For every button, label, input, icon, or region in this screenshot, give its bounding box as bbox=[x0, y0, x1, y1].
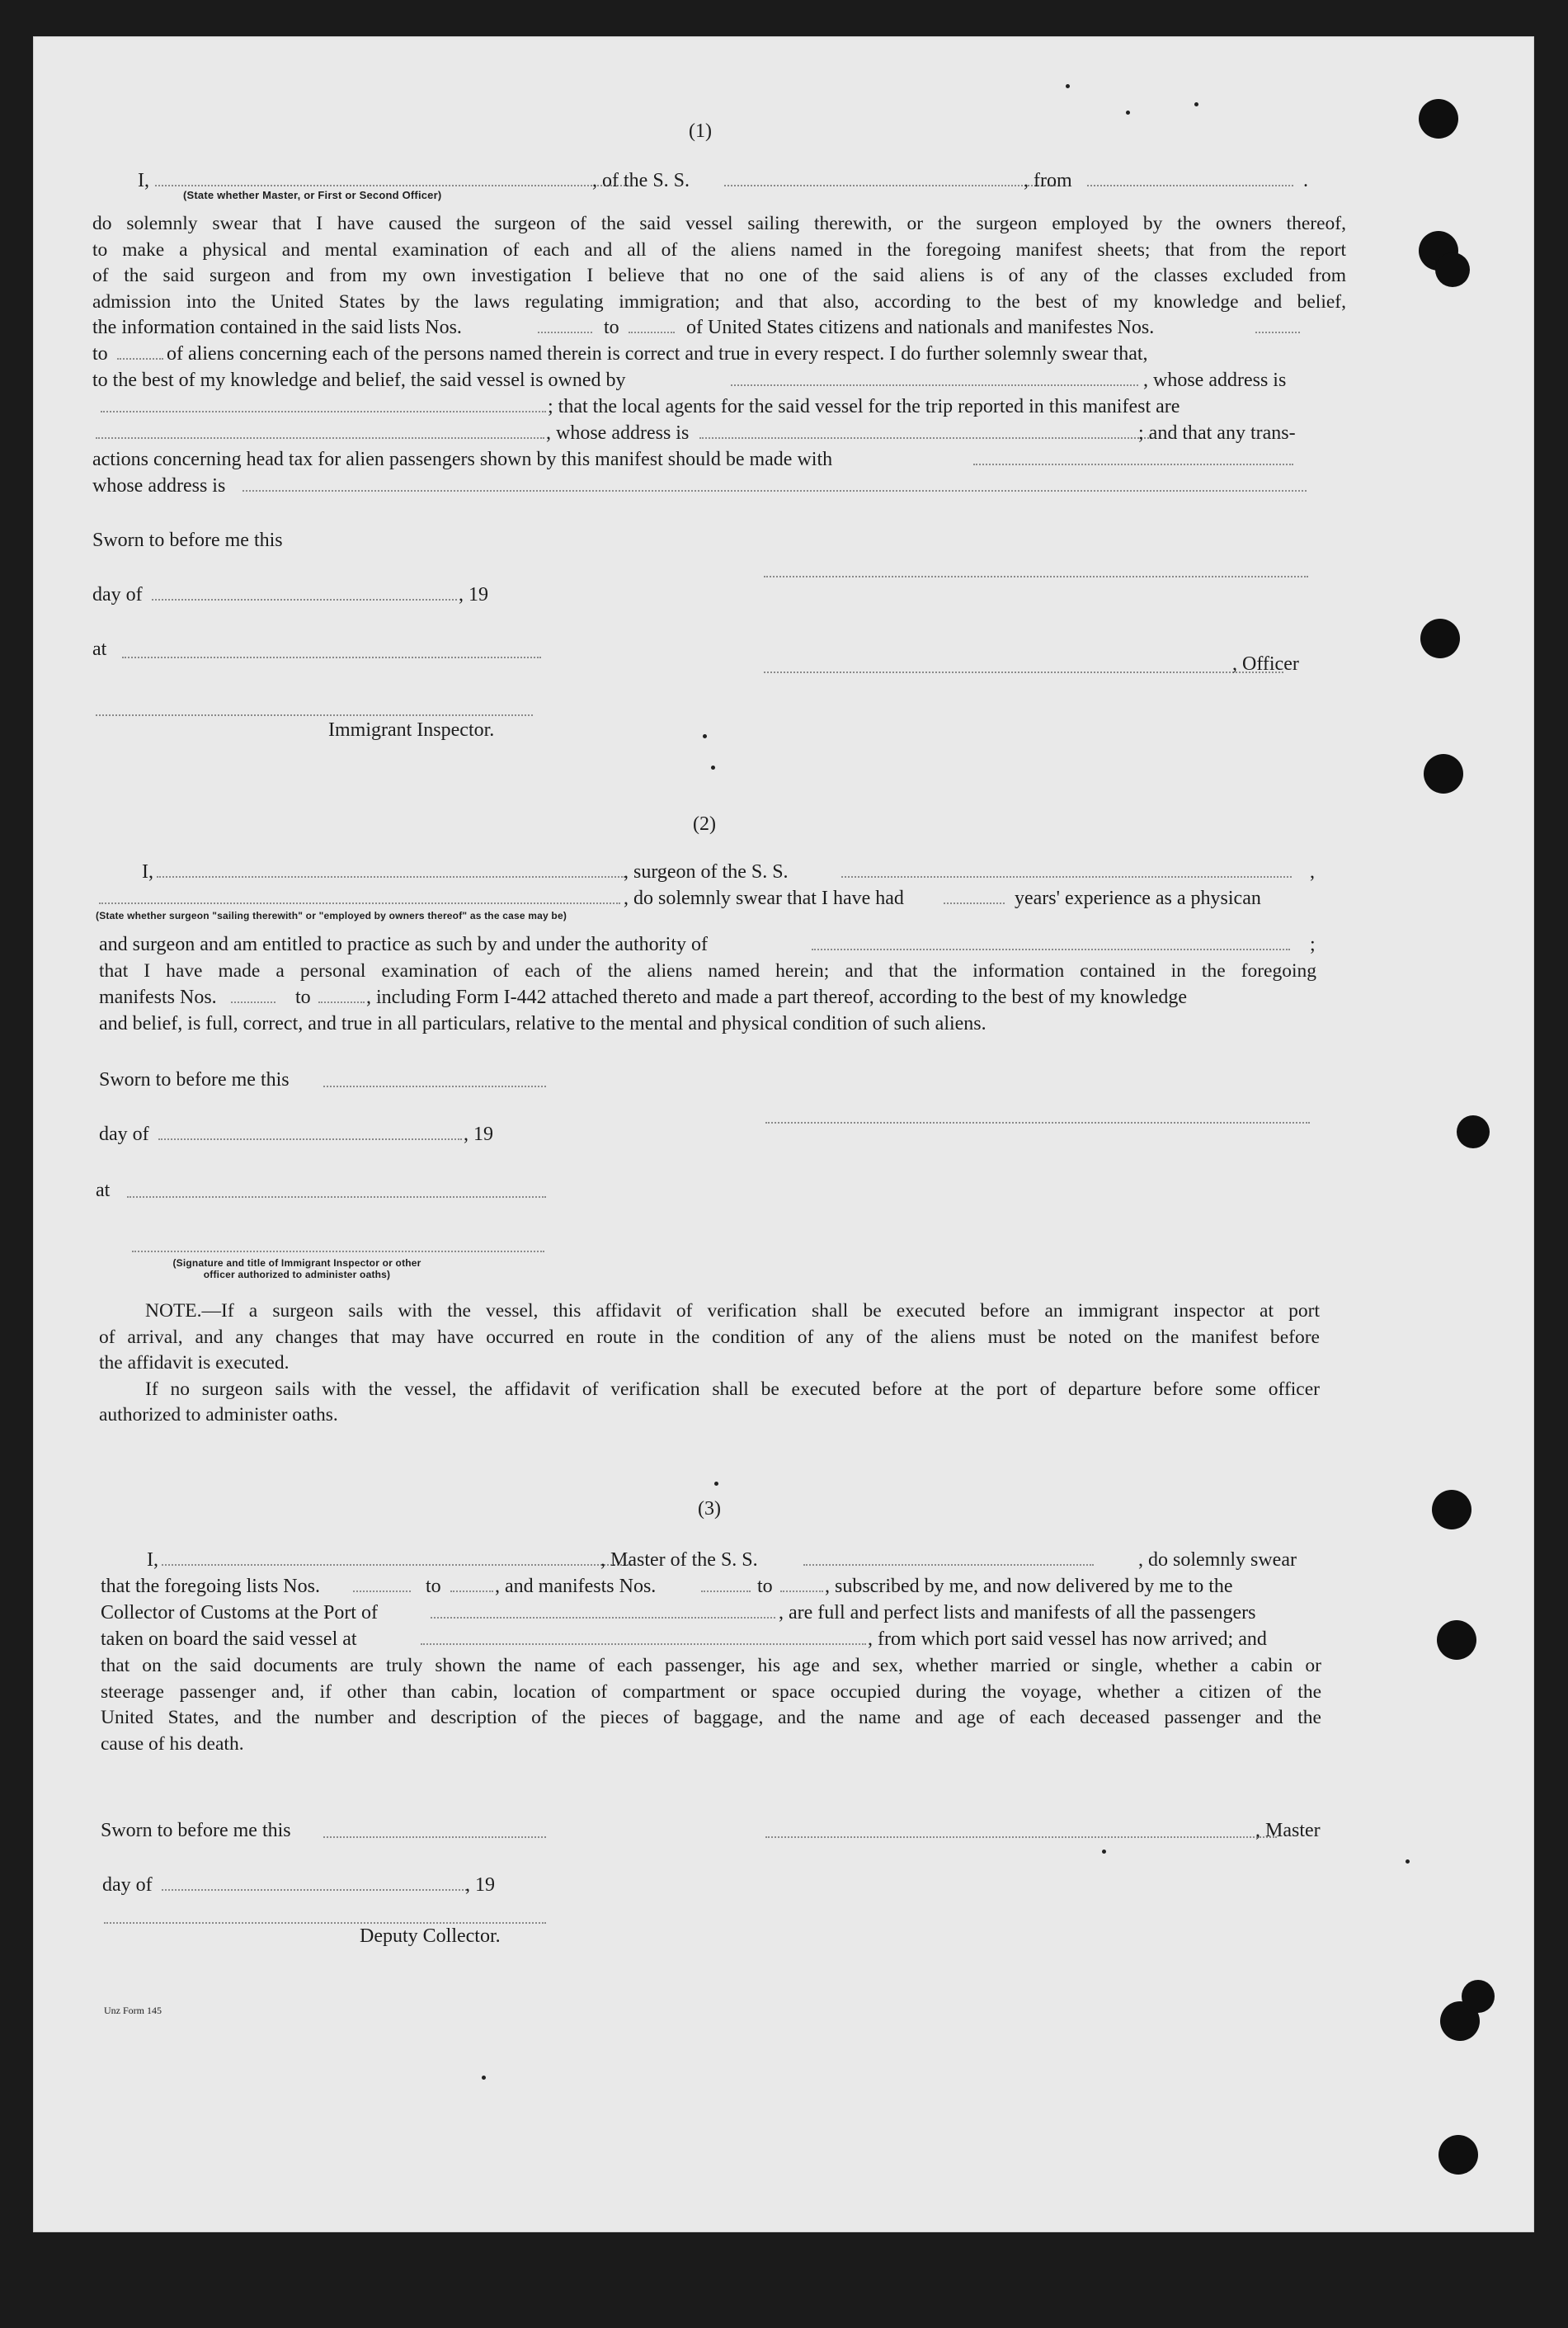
body-line: that on the said documents are truly shown the name of each passenger, his age and sex, whether married or single, whether a cabin or bbox=[101, 1655, 1321, 1676]
arrived-label: , from which port said vessel has now arrived; and bbox=[868, 1628, 1267, 1650]
sworn-label-2: Sworn to before me this bbox=[99, 1069, 290, 1091]
citizens-label: of United States citizens and nationals and manifestes Nos. bbox=[686, 317, 1155, 338]
surgeon-manifests-to-field[interactable] bbox=[318, 1001, 365, 1003]
speck bbox=[1406, 1859, 1410, 1864]
speck bbox=[482, 2076, 486, 2080]
line-end: ; bbox=[1310, 934, 1316, 955]
years-field[interactable] bbox=[944, 902, 1005, 904]
section-3-body bbox=[101, 1653, 1321, 1757]
swear-label: , do solemnly swear that I have had bbox=[624, 888, 904, 909]
speck bbox=[1102, 1850, 1106, 1854]
perfect-lists-label: , are full and perfect lists and manifests of all the passengers bbox=[779, 1602, 1256, 1623]
day-of-label: day of bbox=[92, 584, 143, 606]
signature-note bbox=[115, 1257, 478, 1280]
punch-hole bbox=[1462, 1980, 1495, 2013]
sworn-label-3: Sworn to before me this bbox=[101, 1820, 291, 1841]
at-label: at bbox=[92, 639, 107, 660]
lists-to-field[interactable] bbox=[629, 332, 675, 333]
officer-label: , Officer bbox=[1232, 653, 1299, 675]
sworn-field-2[interactable] bbox=[323, 1086, 546, 1087]
inspector-signature-line-2[interactable] bbox=[132, 1251, 544, 1252]
vessel-label: , of the S. S. bbox=[592, 170, 690, 191]
line-end: , bbox=[1310, 861, 1315, 883]
body-line: admission into the United States by the laws regulating immigration; and that also, according to the best of my knowledge and belief, bbox=[92, 290, 1346, 313]
punch-hole bbox=[1420, 619, 1460, 658]
collector-label: Collector of Customs at the Port of bbox=[101, 1602, 378, 1623]
agents-address-field[interactable] bbox=[699, 437, 1151, 439]
day-field-2[interactable] bbox=[158, 1138, 462, 1140]
sworn-field-3[interactable] bbox=[323, 1836, 546, 1838]
speck bbox=[714, 1482, 718, 1486]
officer-note: (State whether Master, or First or Second Officer) bbox=[183, 189, 442, 201]
punch-hole bbox=[1424, 754, 1463, 794]
officer-signature-line[interactable] bbox=[764, 576, 1308, 577]
note-block bbox=[99, 1298, 1320, 1429]
section-3-pronoun: I, bbox=[147, 1549, 158, 1571]
to-label: to bbox=[426, 1576, 441, 1597]
owned-label: to the best of my knowledge and belief, the said vessel is owned by bbox=[92, 370, 626, 391]
s3-manifests-to-field[interactable] bbox=[780, 1590, 823, 1592]
agents-field[interactable] bbox=[96, 437, 544, 439]
place-field[interactable] bbox=[122, 657, 541, 658]
deputy-collector-label: Deputy Collector. bbox=[360, 1925, 501, 1947]
note-line: NOTE.—If a surgeon sails with the vessel, this affidavit of verification shall be executed before an immigrant inspector at port bbox=[145, 1300, 1320, 1322]
year-label: , 19 bbox=[459, 584, 488, 606]
belief-line: and belief, is full, correct, and true in all particulars, relative to the mental and physical condition of such aliens. bbox=[99, 1013, 986, 1034]
surgeon-manifests-from-field[interactable] bbox=[231, 1001, 275, 1003]
day-field-3[interactable] bbox=[162, 1889, 467, 1891]
day-of-label-2: day of bbox=[99, 1124, 149, 1145]
punch-hole bbox=[1437, 1620, 1476, 1660]
officer-title-line[interactable] bbox=[764, 672, 1283, 673]
place-field-2[interactable] bbox=[127, 1196, 546, 1198]
section-2-number: (2) bbox=[693, 813, 716, 835]
year-label-3: , 19 bbox=[465, 1874, 495, 1896]
master-vessel-label: , Master of the S. S. bbox=[600, 1549, 758, 1571]
at-label-2: at bbox=[96, 1180, 111, 1201]
vessel-name-field[interactable] bbox=[724, 185, 1056, 186]
speck bbox=[1126, 111, 1130, 115]
surgeon-vessel-field[interactable] bbox=[841, 876, 1292, 878]
body-line: of the said surgeon and from my own investigation I believe that no one of the said aliens is of any of the classes excluded from bbox=[92, 265, 1346, 286]
signature-note-line-1: (Signature and title of Immigrant Inspector or other bbox=[172, 1257, 421, 1269]
surgeon-role-field[interactable] bbox=[99, 902, 620, 904]
form-sheet bbox=[33, 36, 1534, 2232]
from-label: , from bbox=[1024, 170, 1072, 191]
manifests-from-field[interactable] bbox=[1255, 332, 1300, 333]
speck bbox=[711, 766, 715, 770]
s3-manifests-from-field[interactable] bbox=[701, 1590, 751, 1592]
body-line: United States, and the number and description of the pieces of baggage, and the name and age of each deceased passenger and the bbox=[101, 1707, 1321, 1728]
agents-address-label: , whose address is bbox=[546, 422, 690, 444]
owner-address-label: , whose address is bbox=[1143, 370, 1287, 391]
punch-hole bbox=[1435, 252, 1470, 287]
note-line: the affidavit is executed. bbox=[99, 1352, 290, 1374]
to-label: to bbox=[92, 343, 108, 365]
authority-label: and surgeon and am entitled to practice as such by and under the authority of bbox=[99, 934, 708, 955]
delivered-label: , subscribed by me, and now delivered by me to the bbox=[825, 1576, 1233, 1597]
sworn-label: Sworn to before me this bbox=[92, 530, 283, 551]
section-1-pronoun: I, bbox=[138, 170, 149, 191]
to-label: to bbox=[757, 1576, 773, 1597]
head-tax-address-field[interactable] bbox=[242, 490, 1307, 492]
master-swear-label: , do solemnly swear bbox=[1138, 1549, 1297, 1571]
section-3-number: (3) bbox=[698, 1498, 721, 1520]
exam-line-block bbox=[99, 959, 1316, 985]
physician-label: years' experience as a physican bbox=[1015, 888, 1261, 909]
s3-lists-to-field[interactable] bbox=[450, 1590, 493, 1592]
owner-field[interactable] bbox=[731, 384, 1138, 386]
line-end: . bbox=[1303, 170, 1308, 191]
manifests-to-field[interactable] bbox=[117, 358, 163, 360]
agents-label: ; that the local agents for the said vessel for the trip reported in this manifest are bbox=[548, 396, 1180, 417]
punch-hole bbox=[1439, 2135, 1478, 2175]
lists-from-field[interactable] bbox=[538, 332, 592, 333]
form-i442-label: , including Form I-442 attached thereto and made a part thereof, according to the best of my knowledge bbox=[366, 987, 1188, 1008]
note-line: If no surgeon sails with the vessel, the affidavit of verification shall be executed before at the port of departure before some officer bbox=[145, 1378, 1320, 1400]
body-line: cause of his death. bbox=[101, 1732, 244, 1755]
punch-hole bbox=[1432, 1490, 1471, 1529]
head-tax-label: actions concerning head tax for alien passengers shown by this manifest should be made with bbox=[92, 449, 833, 470]
port-field[interactable] bbox=[431, 1617, 775, 1619]
form-number: Unz Form 145 bbox=[104, 2005, 162, 2016]
lists-label: the information contained in the said lists Nos. bbox=[92, 317, 462, 338]
day-of-label-3: day of bbox=[102, 1874, 153, 1896]
body-line: to make a physical and mental examination of each and all of the aliens named in the foregoing manifest sheets; that from the report bbox=[92, 238, 1346, 261]
inspector-label: Immigrant Inspector. bbox=[328, 719, 495, 741]
surgeon-note: (State whether surgeon "sailing therewith" or "employed by owners thereof" as the case may be) bbox=[96, 910, 567, 921]
to-label: to bbox=[604, 317, 619, 338]
master-vessel-field[interactable] bbox=[803, 1564, 1094, 1566]
body-line: do solemnly swear that I have caused the surgeon of the said vessel sailing therewith, or the surgeon employed by the owners thereof, bbox=[92, 213, 1346, 234]
head-tax-field[interactable] bbox=[973, 464, 1293, 465]
speck bbox=[703, 734, 707, 738]
inspector-signature-line[interactable] bbox=[96, 714, 533, 716]
s3-manifests-label: , and manifests Nos. bbox=[495, 1576, 657, 1597]
note-line: authorized to administer oaths. bbox=[99, 1404, 338, 1426]
section-1-body bbox=[92, 211, 1346, 315]
foregoing-lists-label: that the foregoing lists Nos. bbox=[101, 1576, 320, 1597]
master-signature-line[interactable] bbox=[765, 1836, 1277, 1838]
signature-note-line-2: officer authorized to administer oaths) bbox=[203, 1269, 391, 1280]
day-field[interactable] bbox=[152, 599, 457, 601]
speck bbox=[1194, 102, 1198, 106]
section-1-number: (1) bbox=[689, 120, 712, 142]
manifests-label: manifests Nos. bbox=[99, 987, 217, 1008]
exam-line: that I have made a personal examination of each of the aliens named herein; and that the information contained in the foregoing bbox=[99, 960, 1316, 982]
surgeon-name-field[interactable] bbox=[157, 876, 625, 878]
taken-on-board-label: taken on board the said vessel at bbox=[101, 1628, 357, 1650]
note-line: of arrival, and any changes that may have occurred en route in the condition of any of the aliens must be noted on the manifest before bbox=[99, 1326, 1320, 1348]
transactions-label: ; and that any trans- bbox=[1138, 422, 1296, 444]
officer-name-field[interactable] bbox=[155, 185, 625, 186]
section-2-pronoun: I, bbox=[142, 861, 153, 883]
punch-hole bbox=[1457, 1115, 1490, 1148]
owner-address-field[interactable] bbox=[101, 411, 546, 412]
whose-address-label: whose address is bbox=[92, 475, 226, 497]
to-label: to bbox=[295, 987, 311, 1008]
from-port-field[interactable] bbox=[1087, 185, 1293, 186]
surgeon-vessel-label: , surgeon of the S. S. bbox=[624, 861, 789, 883]
departure-port-field[interactable] bbox=[421, 1643, 866, 1645]
year-label-2: , 19 bbox=[464, 1124, 493, 1145]
aliens-label: of aliens concerning each of the persons named therein is correct and true in every respect. I do further solemnly swear that, bbox=[167, 343, 1148, 365]
surgeon-signature-line[interactable] bbox=[765, 1122, 1310, 1124]
speck bbox=[1066, 84, 1070, 88]
master-name-field[interactable] bbox=[162, 1564, 632, 1566]
authority-field[interactable] bbox=[812, 949, 1290, 950]
master-label: , Master bbox=[1255, 1820, 1321, 1841]
punch-hole bbox=[1419, 99, 1458, 139]
s3-lists-from-field[interactable] bbox=[353, 1590, 411, 1592]
body-line: steerage passenger and, if other than cabin, location of compartment or space occupied during the voyage, whether a citizen of the bbox=[101, 1680, 1321, 1703]
